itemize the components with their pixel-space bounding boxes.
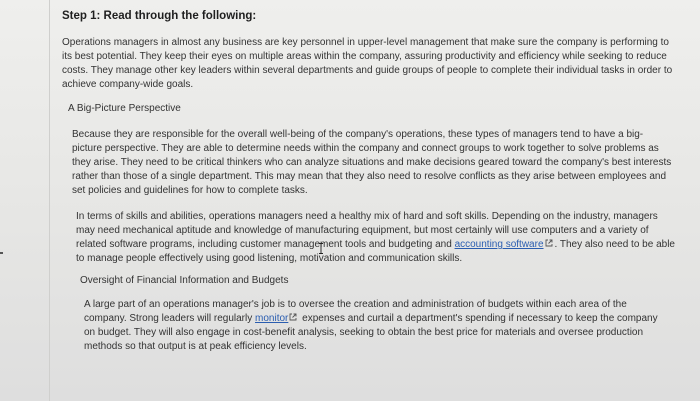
big-picture-paragraph: Because they are responsible for the overall well-being of the company's operations, these types of managers tend to have a big-picture perspective. They are able to determine needs within the company and connect groups to work together to solve problems as they arise. They need to be critical thinkers who can analyze situations and make decisions geared toward the company's best interests rather than those of a single department. This may mean that they also need to resolve conflicts as they arise between employees and set policies and guidelines for how to complete tasks. [72,129,672,196]
external-link-icon [289,312,297,326]
skills-paragraph-end: . They also need to be able to manage people effectively using good listening, motivation and communication skills. [76,239,675,264]
skills-paragraph-text: In terms of skills and abilities, operations managers need a healthy mix of hard and soft skills. Depending on the industry, managers may need mechanical aptitude and knowledge of manufacturing equipment, but most certainly will use computers and a variety of related software programs, including customer management tools and budgeting and [76,211,658,250]
left-margin-rule [49,0,50,401]
monitor-link[interactable]: monitor [255,313,289,324]
reading-content [62,8,690,354]
text-cursor-icon [318,243,324,254]
section-heading-big-picture: A Big-Picture Perspective [68,103,181,114]
edge-mark [0,252,3,254]
financial-paragraph-end: expenses and curtail a department's spending if necessary to keep the company on budget. They will also engage in cost-benefit analysis, seeking to obtain the best price for materials and oversee production methods so that output is at peak efficiency levels. [84,313,658,352]
skills-paragraph [76,210,676,266]
section-heading-financial: Oversight of Financial Information and Budgets [80,275,289,286]
external-link-icon [545,238,553,252]
accounting-software-link[interactable]: accounting software [454,239,544,250]
intro-paragraph: Operations managers in almost any business are key personnel in upper-level management that make sure the company is performing to its best potential. They keep their eyes on multiple areas within the company, assuring productivity and efficiency while seeking to reduce costs. They manage other key leaders within several departments and guide groups of people to complete their individual tasks in order to achieve company-wide goals. [62,37,673,90]
step-title: Step 1: Read through the following: [62,10,257,22]
financial-paragraph-text: A large part of an operations manager's job is to oversee the creation and administration of budgets within each area of the company. Strong leaders will regularly [84,299,627,324]
financial-paragraph [84,298,669,354]
